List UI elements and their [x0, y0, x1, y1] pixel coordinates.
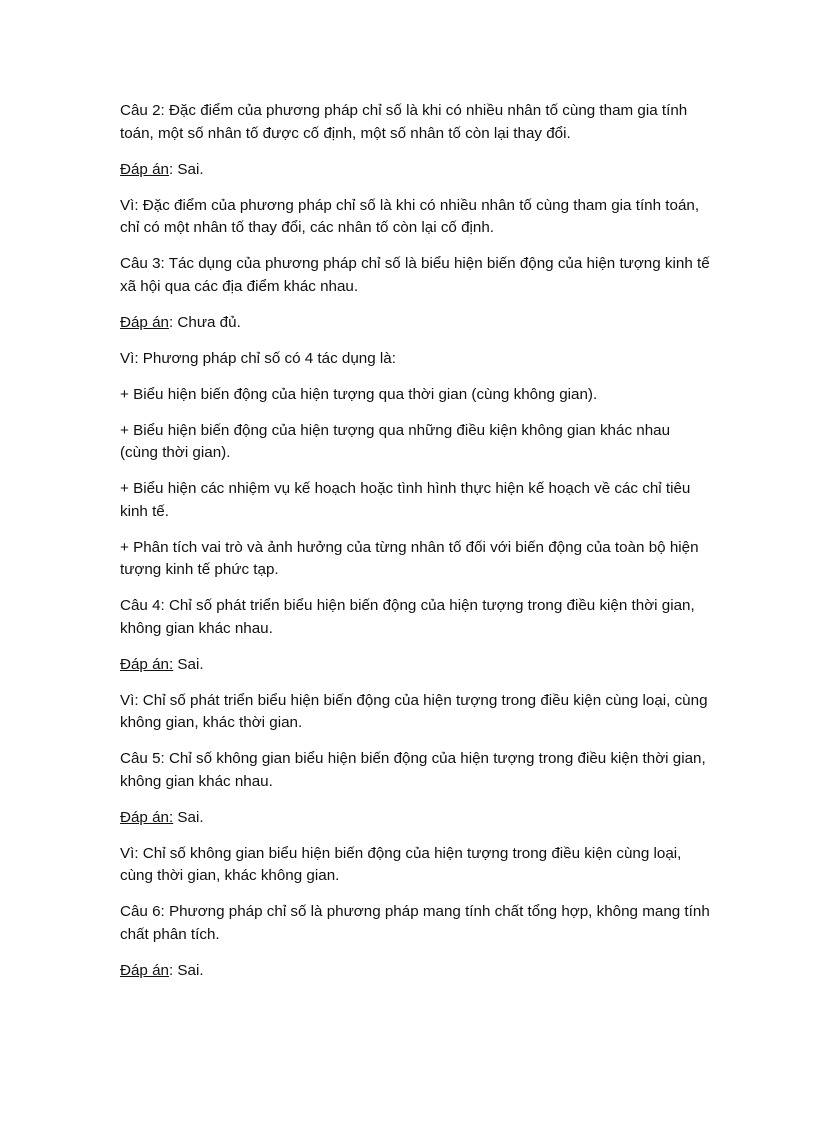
- answer-4: [120, 654, 710, 677]
- question-2: Câu 2: Đặc điểm của phương pháp chỉ số là khi có nhiều nhân tố cùng tham gia tính toán, một số nhân tố được cố định, một số nhân tố còn lại thay đổi.: [120, 102, 688, 142]
- answer-3: [120, 312, 710, 335]
- list-item: + Phân tích vai trò và ảnh hưởng của từng nhân tố đối với biến động của toàn bộ hiện tượng kinh tế phức tạp.: [120, 538, 699, 578]
- question-4: Câu 4: Chỉ số phát triển biểu hiện biến động của hiện tượng trong điều kiện thời gian, không gian khác nhau.: [120, 597, 695, 637]
- answer-value: : Chưa đủ.: [168, 313, 241, 331]
- explanation-3: Vì: Phương pháp chỉ số có 4 tác dụng là:: [120, 349, 396, 367]
- explanation-5: Vì: Chỉ số không gian biểu hiện biến động của hiện tượng trong điều kiện cùng loại, cùng thời gian, khác không gian.: [120, 844, 682, 884]
- answer-2: [120, 159, 710, 182]
- question-5: Câu 5: Chỉ số không gian biểu hiện biến động của hiện tượng trong điều kiện thời gian, không gian khác nhau.: [120, 750, 706, 790]
- answer-label: Đáp án: [120, 313, 169, 331]
- question-3: Câu 3: Tác dụng của phương pháp chỉ số là biểu hiện biến động của hiện tượng kinh tế xã hội qua các địa điểm khác nhau.: [120, 255, 710, 295]
- answer-label: Đáp án: [120, 961, 169, 979]
- answer-value: : Sai.: [168, 961, 204, 979]
- list-item: + Biểu hiện các nhiệm vụ kế hoạch hoặc tình hình thực hiện kế hoạch về các chỉ tiêu kinh tế.: [120, 480, 691, 520]
- explanation-2: Vì: Đặc điểm của phương pháp chỉ số là khi có nhiều nhân tố cùng tham gia tính toán, chỉ có một nhân tố thay đổi, các nhân tố còn lại cố định.: [120, 196, 700, 236]
- document-body: [120, 100, 710, 996]
- answer-label: Đáp án:: [120, 655, 174, 673]
- list-item: + Biểu hiện biến động của hiện tượng qua thời gian (cùng không gian).: [120, 385, 598, 403]
- answer-value: Sai.: [173, 808, 204, 826]
- question-6: Câu 6: Phương pháp chỉ số là phương pháp mang tính chất tổng hợp, không mang tính chất phân tích.: [120, 903, 710, 943]
- answer-value: Sai.: [173, 655, 204, 673]
- answer-5: [120, 807, 710, 830]
- answer-value: : Sai.: [168, 160, 204, 178]
- answer-label: Đáp án: [120, 160, 169, 178]
- list-item: + Biểu hiện biến động của hiện tượng qua những điều kiện không gian khác nhau (cùng thời gian).: [120, 421, 671, 461]
- explanation-4: Vì: Chỉ số phát triển biểu hiện biến động của hiện tượng trong điều kiện cùng loại, cùng không gian, khác thời gian.: [120, 691, 708, 731]
- answer-label: Đáp án:: [120, 808, 174, 826]
- answer-6: [120, 960, 710, 983]
